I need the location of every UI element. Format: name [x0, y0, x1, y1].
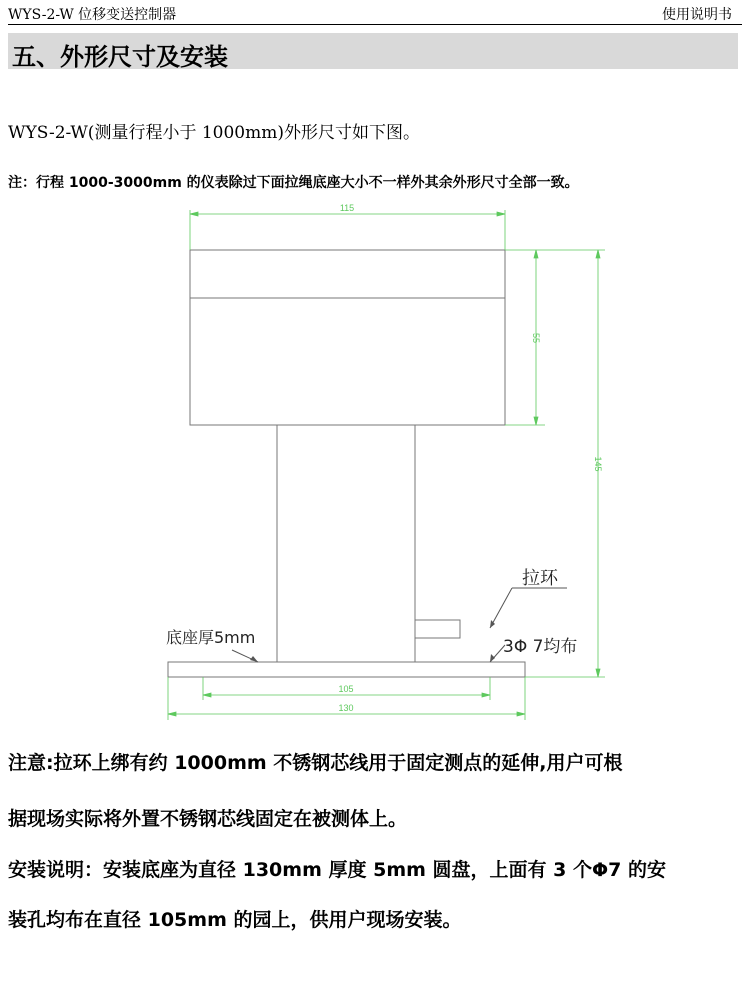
header-manual-label: 使用说明书	[662, 7, 732, 23]
dimension-drawing	[0, 196, 750, 726]
attention-paragraph-line2: 据现场实际将外置不锈钢芯线固定在被测体上。	[8, 808, 408, 830]
label-base-thickness: 底座厚5mm	[166, 628, 256, 647]
label-pull-ring: 拉环	[522, 568, 558, 589]
attention-paragraph-line1: 注意:拉环上绑有约 1000mm 不锈钢芯线用于固定测点的延伸,用户可根	[8, 752, 623, 774]
intro-text: WYS-2-W(测量行程小于 1000mm)外形尺寸如下图。	[8, 123, 420, 143]
dim-total-height: 145	[593, 456, 603, 472]
label-mounting-holes: 3Φ 7均布	[503, 637, 578, 657]
header-doc-title: WYS-2-W 位移变送控制器	[8, 7, 177, 23]
install-paragraph-line2: 装孔均布在直径 105mm 的园上，供用户现场安装。	[8, 909, 462, 931]
pull-ring-block	[415, 620, 460, 638]
section-title: 五、外形尺寸及安装	[12, 43, 228, 71]
dim-hole-spacing: 105	[338, 684, 354, 694]
device-head	[190, 250, 505, 425]
header-divider	[8, 24, 742, 25]
dim-base-width: 130	[338, 703, 354, 713]
dim-top-width: 115	[339, 203, 355, 213]
dim-body-height: 55	[531, 332, 541, 344]
base-plate	[168, 662, 525, 677]
install-paragraph-line1: 安装说明：安装底座为直径 130mm 厚度 5mm 圆盘，上面有 3 个Φ7 的安	[8, 859, 666, 881]
range-note: 注：行程 1000-3000mm 的仪表除过下面拉绳底座大小不一样外其余外形尺寸全部一致。	[8, 175, 579, 191]
